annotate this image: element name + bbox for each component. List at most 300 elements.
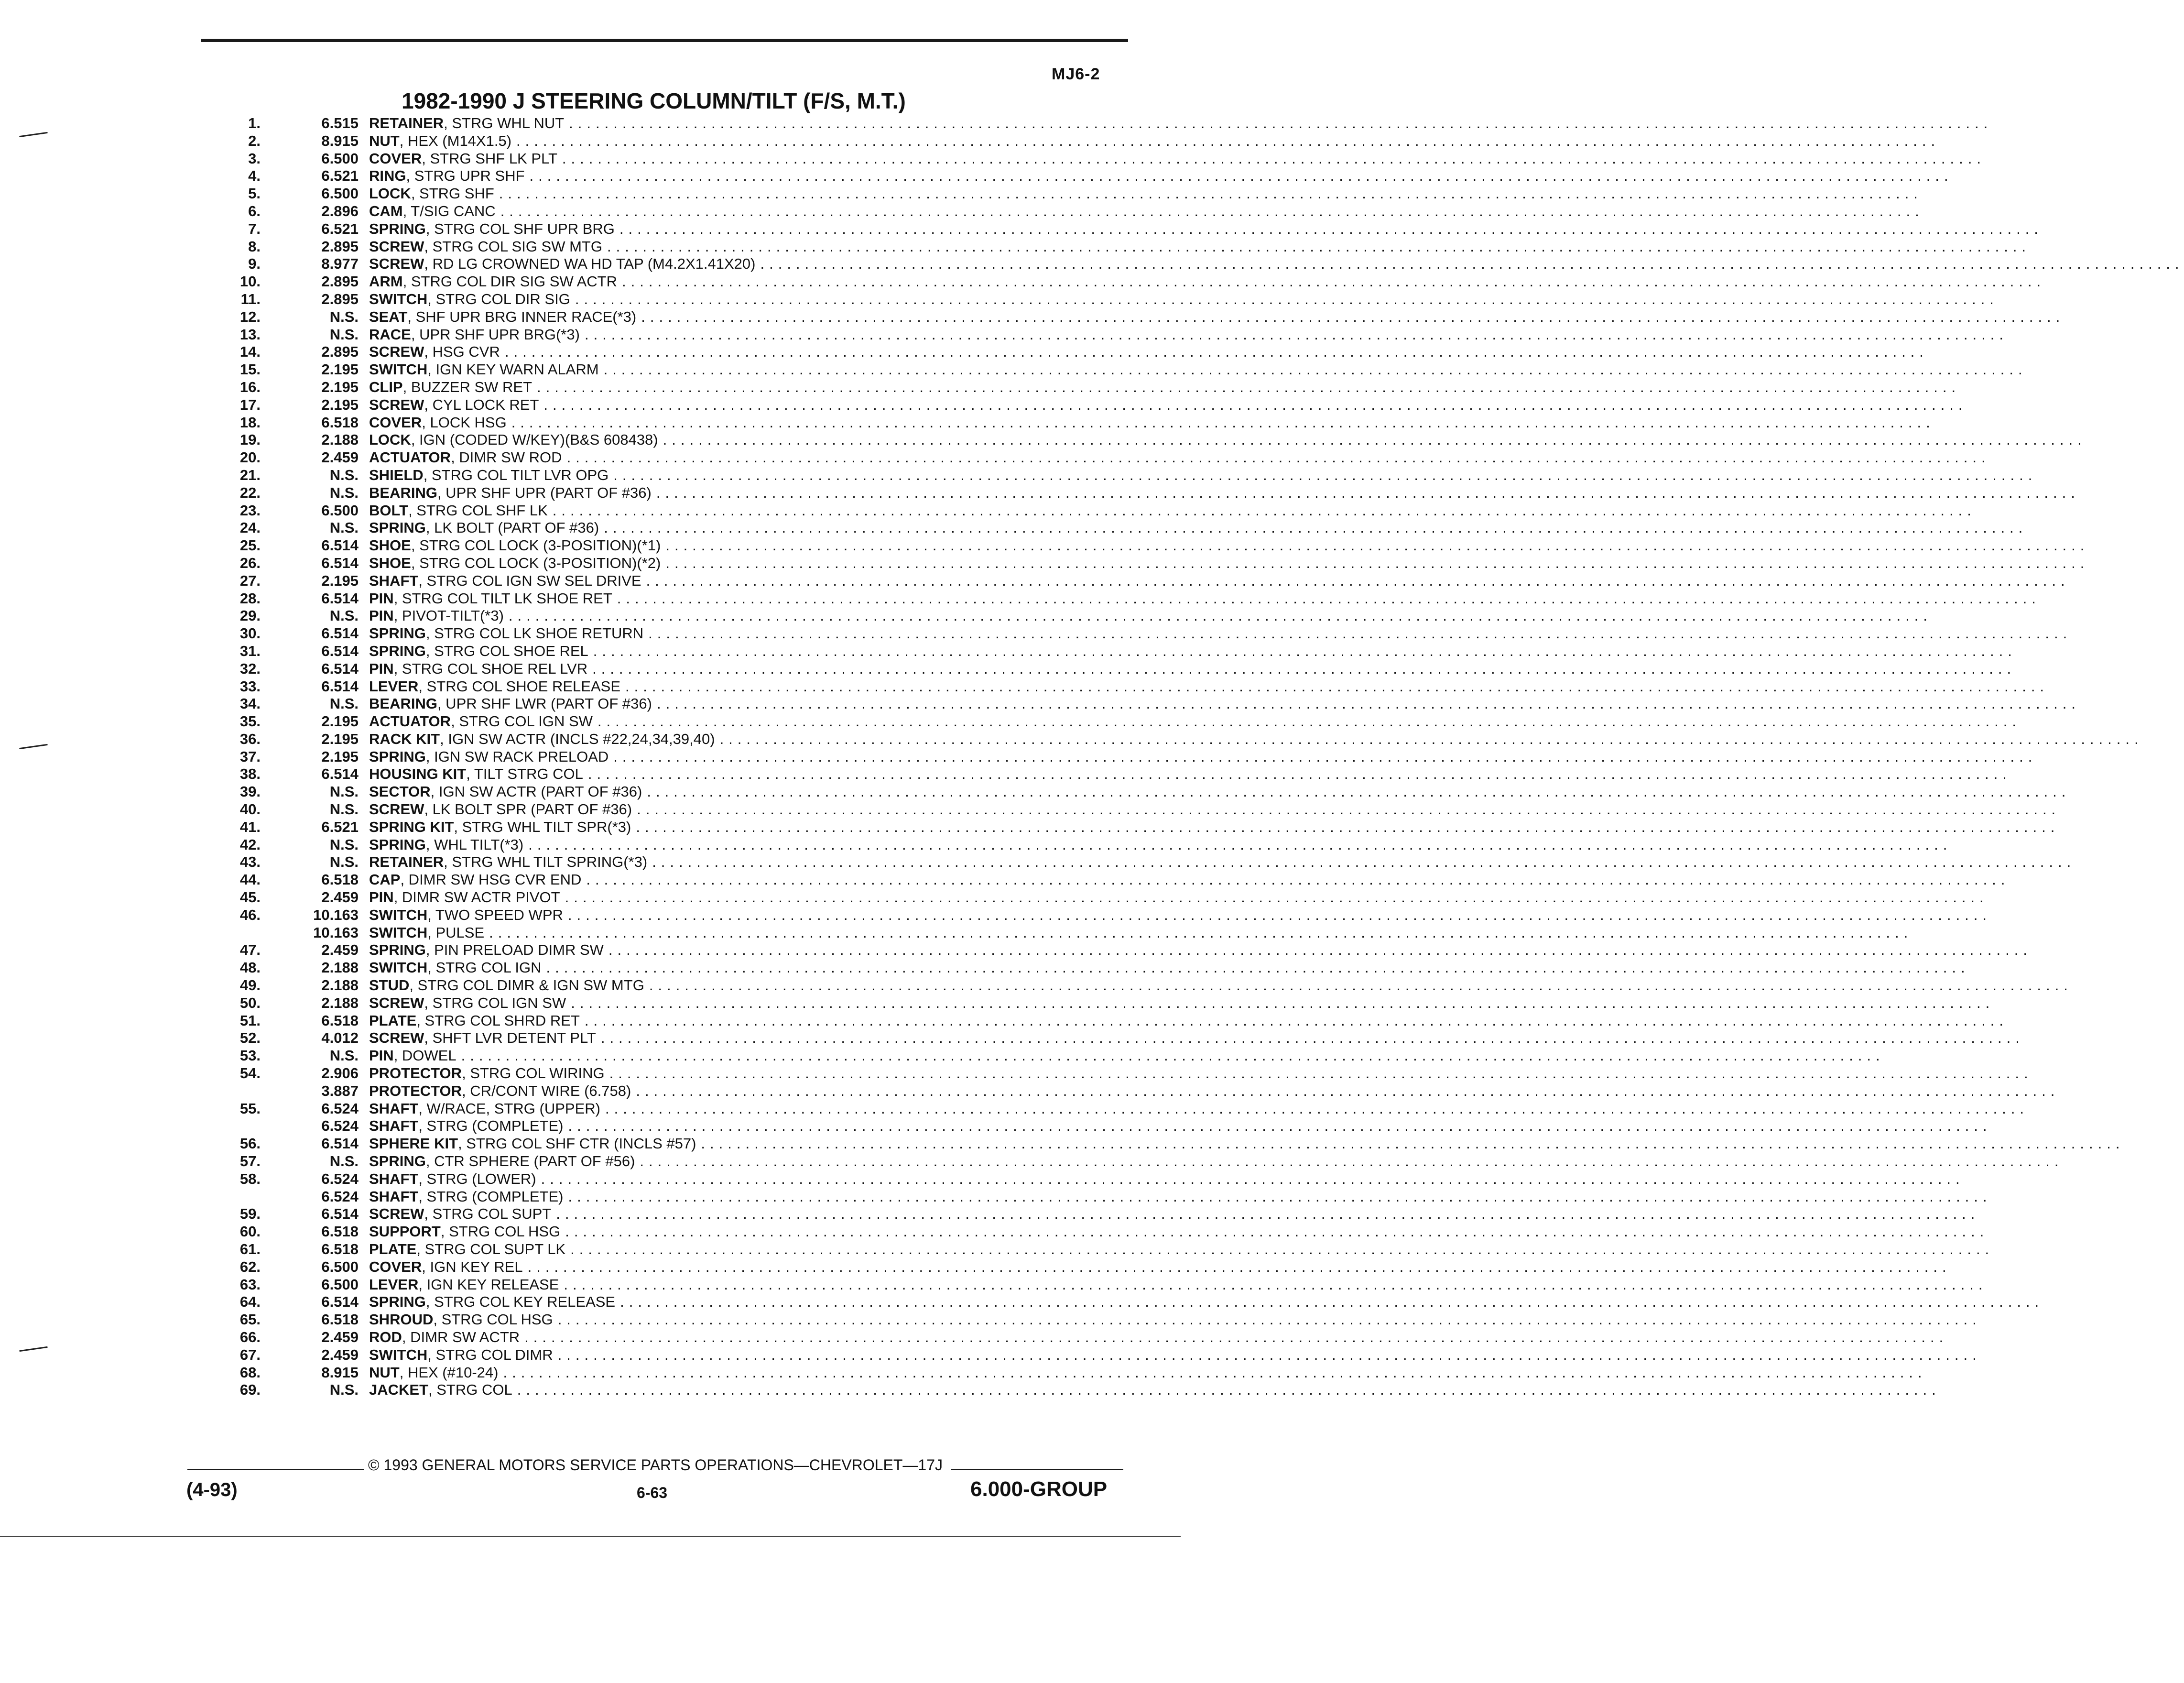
- page-title: 1982-1990 J STEERING COLUMN/TILT (F/S, M.T.): [402, 88, 906, 113]
- footer-rule-left: [187, 1469, 364, 1470]
- part-detail: , TILT STRG COL: [466, 765, 583, 783]
- part-detail: , IGN SW ACTR (PART OF #36): [430, 783, 642, 800]
- part-name: SWITCH: [369, 361, 428, 378]
- dot-leader: ................................................................................................................................................................: [620, 1293, 2044, 1311]
- part-name: PLATE: [369, 1012, 417, 1029]
- part-name: CAM: [369, 202, 403, 219]
- part-name: SPRING: [369, 642, 426, 659]
- part-name: SHAFT: [369, 1117, 419, 1135]
- part-description: [369, 290, 1999, 308]
- part-detail: , STRG COL SUPT LK: [416, 1241, 566, 1257]
- part-name: BEARING: [369, 695, 437, 712]
- dot-leader: ................................................................................................................................................................: [566, 449, 1990, 466]
- part-detail: , HEX (#10-24): [399, 1364, 499, 1381]
- part-detail: , STRG COL IGN: [427, 959, 542, 976]
- dot-leader: ................................................................................................................................................................: [640, 1153, 2064, 1170]
- dot-leader: ................................................................................................................................................................: [647, 783, 2071, 800]
- group-number: N.S.: [329, 326, 359, 343]
- dot-leader: ................................................................................................................................................................: [575, 290, 1999, 307]
- dot-leader: ................................................................................................................................................................: [584, 326, 2008, 343]
- part-description: [369, 431, 2086, 449]
- part-number: 59.: [239, 1205, 261, 1223]
- group-number: 6.500: [321, 185, 359, 202]
- part-name: SWITCH: [369, 290, 428, 307]
- part-row: [201, 959, 1970, 977]
- group-number: 2.195: [321, 378, 359, 395]
- part-detail: , CYL LOCK RET: [424, 396, 539, 413]
- part-name: LEVER: [369, 678, 419, 695]
- part-row: [201, 519, 2028, 537]
- part-description: [369, 1381, 1941, 1399]
- part-detail: , STRG COL SHOE REL: [425, 642, 588, 659]
- part-number: 55.: [239, 1100, 261, 1117]
- part-description: [369, 466, 2037, 484]
- part-row: [201, 1223, 1989, 1241]
- dot-leader: ................................................................................................................................................................: [648, 625, 2072, 642]
- part-detail: , STRG COL HSG: [433, 1311, 553, 1328]
- part-name: CLIP: [369, 378, 403, 395]
- dot-leader: ................................................................................................................................................................: [701, 1135, 2125, 1152]
- part-detail: , STRG COL TILT LK SHOE RET: [393, 590, 612, 607]
- group-number: 2.895: [321, 273, 359, 290]
- part-name: PIN: [369, 660, 394, 677]
- part-number: 66.: [239, 1328, 261, 1345]
- part-number: 18.: [239, 414, 261, 431]
- dot-leader: ................................................................................................................................................................: [636, 818, 2060, 835]
- part-number: 29.: [239, 607, 261, 624]
- part-row: [201, 871, 2010, 889]
- part-detail: , IGN SW ACTR (INCLS #22,24,34,39,40): [440, 730, 715, 747]
- part-detail: , TWO SPEED WPR: [427, 906, 563, 923]
- group-number: 6.514: [321, 554, 359, 571]
- dot-leader: ................................................................................................................................................................: [504, 343, 1928, 361]
- part-detail: , STRG COL IGN SW: [451, 713, 593, 730]
- part-row: [201, 1293, 2044, 1311]
- part-name: PLATE: [369, 1241, 417, 1257]
- part-row: [201, 1029, 2024, 1047]
- part-row: [201, 115, 1993, 132]
- group-number: N.S.: [329, 836, 359, 853]
- part-number: 13.: [239, 326, 261, 343]
- part-description: [369, 642, 2017, 660]
- part-row: [201, 554, 2089, 572]
- part-number: 30.: [239, 625, 261, 642]
- part-detail: , STRG COL SHF UPR BRG: [425, 220, 615, 237]
- part-detail: , DIMR SW ACTR PIVOT: [393, 889, 560, 906]
- group-number: 8.915: [321, 1364, 359, 1381]
- part-name: SWITCH: [369, 1346, 428, 1363]
- part-name: LOCK: [369, 431, 411, 448]
- part-name: SPRING: [369, 625, 426, 642]
- part-number: 16.: [239, 378, 261, 395]
- part-detail: , IGN KEY RELEASE: [418, 1276, 559, 1293]
- group-number: 6.518: [321, 1012, 359, 1029]
- group-number: N.S.: [329, 1153, 359, 1170]
- group-number: 6.500: [321, 150, 359, 167]
- part-row: [201, 783, 2071, 801]
- part-row: [201, 625, 2072, 643]
- part-row: [201, 238, 2031, 256]
- part-number: 25.: [239, 537, 261, 554]
- part-description: [369, 484, 2080, 502]
- part-description: [369, 343, 1928, 361]
- top-rule: [201, 39, 1128, 42]
- part-detail: , STRG UPR SHF: [406, 167, 525, 185]
- part-detail: , IGN KEY WARN ALARM: [427, 361, 599, 378]
- part-description: [369, 1100, 2029, 1118]
- group-number: N.S.: [329, 519, 359, 536]
- dot-leader: ................................................................................................................................................................: [500, 202, 1924, 219]
- part-name: RACE: [369, 326, 411, 343]
- part-row: [201, 185, 1923, 203]
- part-description: [369, 1029, 2024, 1047]
- part-description: [369, 607, 1932, 625]
- part-number: 43.: [239, 853, 261, 871]
- part-detail: , STRG (COMPLETE): [418, 1188, 564, 1205]
- dot-leader: ................................................................................................................................................................: [760, 255, 2184, 273]
- part-row: [201, 202, 1924, 220]
- part-description: [369, 1188, 1992, 1206]
- part-description: [369, 1135, 2125, 1153]
- part-detail: , STRG COL SHF CTR (INCLS #57): [458, 1135, 696, 1152]
- dot-leader: ................................................................................................................................................................: [609, 1065, 2033, 1082]
- group-number: N.S.: [329, 695, 359, 712]
- group-number: 2.459: [321, 889, 359, 906]
- part-name: ARM: [369, 273, 403, 290]
- group-number: 6.514: [321, 660, 359, 677]
- part-name: JACKET: [369, 1381, 429, 1399]
- part-description: [369, 115, 1993, 132]
- part-name: SHAFT: [369, 572, 419, 589]
- group-number: 4.012: [321, 1029, 359, 1047]
- group-number: 2.895: [321, 343, 359, 361]
- group-number: 6.514: [321, 1135, 359, 1152]
- part-description: [369, 1276, 1988, 1294]
- part-row: [201, 378, 1961, 396]
- part-description: [369, 167, 1953, 185]
- part-number: 2.: [248, 132, 261, 149]
- part-number: 49.: [239, 977, 261, 994]
- part-row: [201, 801, 2061, 819]
- part-detail: , CR/CONT WIRE (6.758): [462, 1082, 631, 1099]
- part-number: 19.: [239, 431, 261, 448]
- part-detail: , STRG COL DIMR & IGN SW MTG: [409, 977, 644, 994]
- group-number: 2.459: [321, 449, 359, 466]
- part-detail: , STRG WHL TILT SPR(*3): [454, 818, 631, 835]
- part-name: SUPPORT: [369, 1223, 441, 1240]
- group-number: 6.524: [321, 1100, 359, 1117]
- part-name: SPRING: [369, 220, 426, 237]
- part-number: 65.: [239, 1311, 261, 1328]
- dot-leader: ................................................................................................................................................................: [570, 1241, 1994, 1257]
- part-number: 17.: [239, 396, 261, 413]
- part-row: [201, 484, 2080, 502]
- part-name: SPHERE KIT: [369, 1135, 458, 1152]
- part-number: 12.: [239, 308, 261, 325]
- part-description: [369, 150, 1986, 168]
- part-name: NUT: [369, 132, 400, 149]
- part-description: [369, 1223, 1989, 1241]
- part-row: [201, 889, 1988, 907]
- part-row: [201, 1381, 1941, 1399]
- part-number: 4.: [248, 167, 261, 185]
- part-description: [369, 1205, 1980, 1223]
- part-description: [369, 1311, 1981, 1329]
- part-row: [201, 1082, 2060, 1100]
- part-detail: , UPR SHF UPR BRG(*3): [411, 326, 580, 343]
- part-row: [201, 150, 1986, 168]
- part-row: [201, 607, 1932, 625]
- part-detail: , LOCK HSG: [422, 414, 507, 431]
- part-description: [369, 959, 1970, 977]
- part-number: 58.: [239, 1170, 261, 1187]
- part-name: PROTECTOR: [369, 1065, 462, 1082]
- part-name: SHOE: [369, 554, 411, 571]
- part-number: 62.: [239, 1258, 261, 1275]
- part-row: [201, 431, 2086, 449]
- group-number: 2.459: [321, 1346, 359, 1363]
- part-description: [369, 1258, 1951, 1276]
- part-number: 26.: [239, 554, 261, 571]
- part-name: SPRING: [369, 1153, 426, 1170]
- part-name: SHAFT: [369, 1100, 419, 1117]
- part-row: [201, 765, 2011, 783]
- part-description: [369, 1241, 1994, 1258]
- dot-leader: ................................................................................................................................................................: [641, 308, 2065, 325]
- part-number: 64.: [239, 1293, 261, 1311]
- part-row: [201, 414, 1935, 432]
- part-number: 69.: [239, 1381, 261, 1399]
- part-number: 46.: [239, 906, 261, 923]
- part-detail: , LK BOLT SPR (PART OF #36): [424, 801, 632, 818]
- dot-leader: ................................................................................................................................................................: [604, 519, 2028, 536]
- part-name: SCREW: [369, 994, 424, 1011]
- parts-list: [201, 115, 2184, 1399]
- dot-leader: ................................................................................................................................................................: [528, 836, 1952, 853]
- part-name: ACTUATOR: [369, 449, 451, 466]
- part-row: [201, 1100, 2029, 1118]
- part-name: SPRING: [369, 1293, 426, 1311]
- dot-leader: ................................................................................................................................................................: [649, 977, 2073, 994]
- part-detail: , RD LG CROWNED WA HD TAP (M4.2X1.41X20): [424, 255, 756, 273]
- part-number: 38.: [239, 765, 261, 783]
- group-number: 2.188: [321, 431, 359, 448]
- part-row: [201, 343, 1928, 361]
- part-row: [201, 132, 1940, 150]
- dot-leader: ................................................................................................................................................................: [527, 1258, 1951, 1275]
- dot-leader: ................................................................................................................................................................: [613, 466, 2037, 483]
- page-code: MJ6-2: [1052, 65, 1100, 83]
- group-number: N.S.: [329, 853, 359, 871]
- part-name: SCREW: [369, 255, 424, 273]
- part-row: [201, 502, 1976, 520]
- group-number: 2.195: [321, 572, 359, 589]
- part-name: PIN: [369, 590, 394, 607]
- group-number: 2.195: [321, 396, 359, 413]
- footer-rule-right: [951, 1469, 1123, 1470]
- part-name: COVER: [369, 1258, 422, 1275]
- part-description: [369, 713, 2021, 731]
- dot-leader: ................................................................................................................................................................: [568, 1117, 1992, 1135]
- part-row: [201, 273, 2046, 291]
- part-row: [201, 730, 2143, 748]
- part-description: [369, 1153, 2064, 1170]
- part-description: [369, 906, 1991, 924]
- group-number: 6.518: [321, 1241, 359, 1257]
- dot-leader: ................................................................................................................................................................: [571, 994, 1995, 1011]
- part-detail: , STRG COL SHOE REL LVR: [393, 660, 588, 677]
- part-name: SHROUD: [369, 1311, 434, 1328]
- part-description: [369, 853, 2076, 871]
- part-row: [201, 361, 2027, 379]
- dot-leader: ................................................................................................................................................................: [567, 906, 1991, 923]
- dot-leader: ................................................................................................................................................................: [656, 695, 2081, 712]
- part-description: [369, 1047, 1885, 1065]
- part-description: [369, 502, 1976, 520]
- part-number: 27.: [239, 572, 261, 589]
- part-name: SCREW: [369, 238, 424, 255]
- group-number: 6.518: [321, 871, 359, 888]
- part-description: [369, 625, 2072, 643]
- copyright-notice: © 1993 GENERAL MOTORS SERVICE PARTS OPERATIONS—CHEVROLET—17J: [368, 1456, 943, 1474]
- part-row: [201, 818, 2060, 836]
- part-name: SPRING: [369, 748, 426, 765]
- dot-leader: ................................................................................................................................................................: [489, 924, 1913, 941]
- dot-leader: ................................................................................................................................................................: [613, 748, 2037, 765]
- part-row: [201, 590, 2041, 608]
- part-number: 6.: [248, 202, 261, 219]
- dot-leader: ................................................................................................................................................................: [593, 642, 2017, 659]
- part-number: 40.: [239, 801, 261, 818]
- part-number: 5.: [248, 185, 261, 202]
- part-row: [201, 1364, 1927, 1382]
- group-number: N.S.: [329, 783, 359, 800]
- group-number: 2.896: [321, 202, 359, 219]
- part-description: [369, 308, 2065, 326]
- part-detail: , STRG COL TILT LVR OPG: [423, 466, 609, 483]
- group-number: 6.518: [321, 414, 359, 431]
- part-detail: , STRG COL: [428, 1381, 512, 1399]
- part-number: 42.: [239, 836, 261, 853]
- part-description: [369, 326, 2008, 344]
- part-row: [201, 713, 2021, 731]
- group-number: 8.915: [321, 132, 359, 149]
- dot-leader: ................................................................................................................................................................: [607, 238, 2031, 255]
- part-name: STUD: [369, 977, 410, 994]
- group-label: 6.000-GROUP: [970, 1477, 1108, 1501]
- part-row: [201, 1258, 1951, 1276]
- dot-leader: ................................................................................................................................................................: [557, 1311, 1981, 1328]
- part-row: [201, 1328, 1948, 1346]
- part-description: [369, 1170, 1965, 1188]
- part-detail: , DOWEL: [393, 1047, 456, 1064]
- part-name: SCREW: [369, 801, 424, 818]
- part-detail: , STRG COL LOCK (3-POSITION)(*2): [411, 554, 661, 571]
- group-number: 2.195: [321, 730, 359, 747]
- part-number: 41.: [239, 818, 261, 835]
- part-description: [369, 871, 2010, 889]
- part-row: [201, 748, 2037, 766]
- part-description: [369, 977, 2073, 994]
- dot-leader: ................................................................................................................................................................: [565, 1223, 1989, 1240]
- part-name: SWITCH: [369, 906, 428, 923]
- group-number: 2.895: [321, 290, 359, 307]
- dot-leader: ................................................................................................................................................................: [568, 1188, 1992, 1205]
- group-number: N.S.: [329, 484, 359, 501]
- group-number: 2.188: [321, 994, 359, 1011]
- part-name: RING: [369, 167, 406, 185]
- date-code: (4-93): [186, 1479, 238, 1500]
- part-description: [369, 572, 2070, 590]
- part-number: 8.: [248, 238, 261, 255]
- part-name: SPRING: [369, 836, 426, 853]
- part-row: [201, 220, 2043, 238]
- part-name: PIN: [369, 607, 394, 624]
- group-number: 2.459: [321, 1328, 359, 1345]
- dot-leader: ................................................................................................................................................................: [543, 396, 1967, 413]
- dot-leader: ................................................................................................................................................................: [541, 1170, 1965, 1187]
- part-number: 57.: [239, 1153, 261, 1170]
- part-row: [201, 255, 2184, 273]
- part-row: [201, 941, 2032, 959]
- part-detail: , SHF UPR BRG INNER RACE(*3): [407, 308, 637, 325]
- dot-leader: ................................................................................................................................................................: [600, 1029, 2024, 1047]
- part-detail: , CTR SPHERE (PART OF #56): [425, 1153, 635, 1170]
- dot-leader: ................................................................................................................................................................: [603, 361, 2027, 378]
- part-number: 60.: [239, 1223, 261, 1240]
- part-row: [201, 466, 2037, 484]
- dot-leader: ................................................................................................................................................................: [516, 132, 1940, 149]
- dot-leader: ................................................................................................................................................................: [503, 1364, 1927, 1381]
- group-number: 6.514: [321, 678, 359, 695]
- part-name: ACTUATOR: [369, 713, 451, 730]
- part-description: [369, 396, 1967, 414]
- part-description: [369, 801, 2061, 819]
- part-number: 31.: [239, 642, 261, 659]
- part-name: SHOE: [369, 537, 411, 554]
- part-detail: , HEX (M14X1.5): [399, 132, 512, 149]
- group-number: 2.195: [321, 361, 359, 378]
- part-detail: , DIMR SW ROD: [451, 449, 562, 466]
- part-detail: , STRG COL DIR SIG: [427, 290, 570, 307]
- dot-leader: ................................................................................................................................................................: [665, 554, 2089, 571]
- dot-leader: ................................................................................................................................................................: [511, 414, 1935, 431]
- part-name: SHIELD: [369, 466, 424, 483]
- part-number: 45.: [239, 889, 261, 906]
- part-number: 53.: [239, 1047, 261, 1064]
- group-number: 2.906: [321, 1065, 359, 1082]
- part-name: LEVER: [369, 1276, 419, 1293]
- part-description: [369, 730, 2143, 748]
- part-number: 61.: [239, 1241, 261, 1257]
- group-number: 10.163: [313, 906, 359, 923]
- part-detail: , STRG COL WIRING: [462, 1065, 605, 1082]
- part-name: PIN: [369, 889, 394, 906]
- part-row: [201, 449, 1990, 467]
- part-name: COVER: [369, 150, 422, 167]
- page-number: 6-63: [637, 1484, 668, 1501]
- part-detail: , STRG COL SHF LK: [408, 502, 548, 519]
- part-number: 9.: [248, 255, 261, 273]
- group-number: 6.521: [321, 167, 359, 185]
- part-description: [369, 1117, 1992, 1135]
- bottom-rule: [0, 1536, 1181, 1537]
- part-detail: , STRG COL SHRD RET: [416, 1012, 580, 1029]
- group-number: N.S.: [329, 1047, 359, 1064]
- part-detail: , BUZZER SW RET: [402, 378, 532, 395]
- part-detail: , STRG COL SUPT: [424, 1205, 552, 1223]
- group-number: 3.887: [321, 1082, 359, 1099]
